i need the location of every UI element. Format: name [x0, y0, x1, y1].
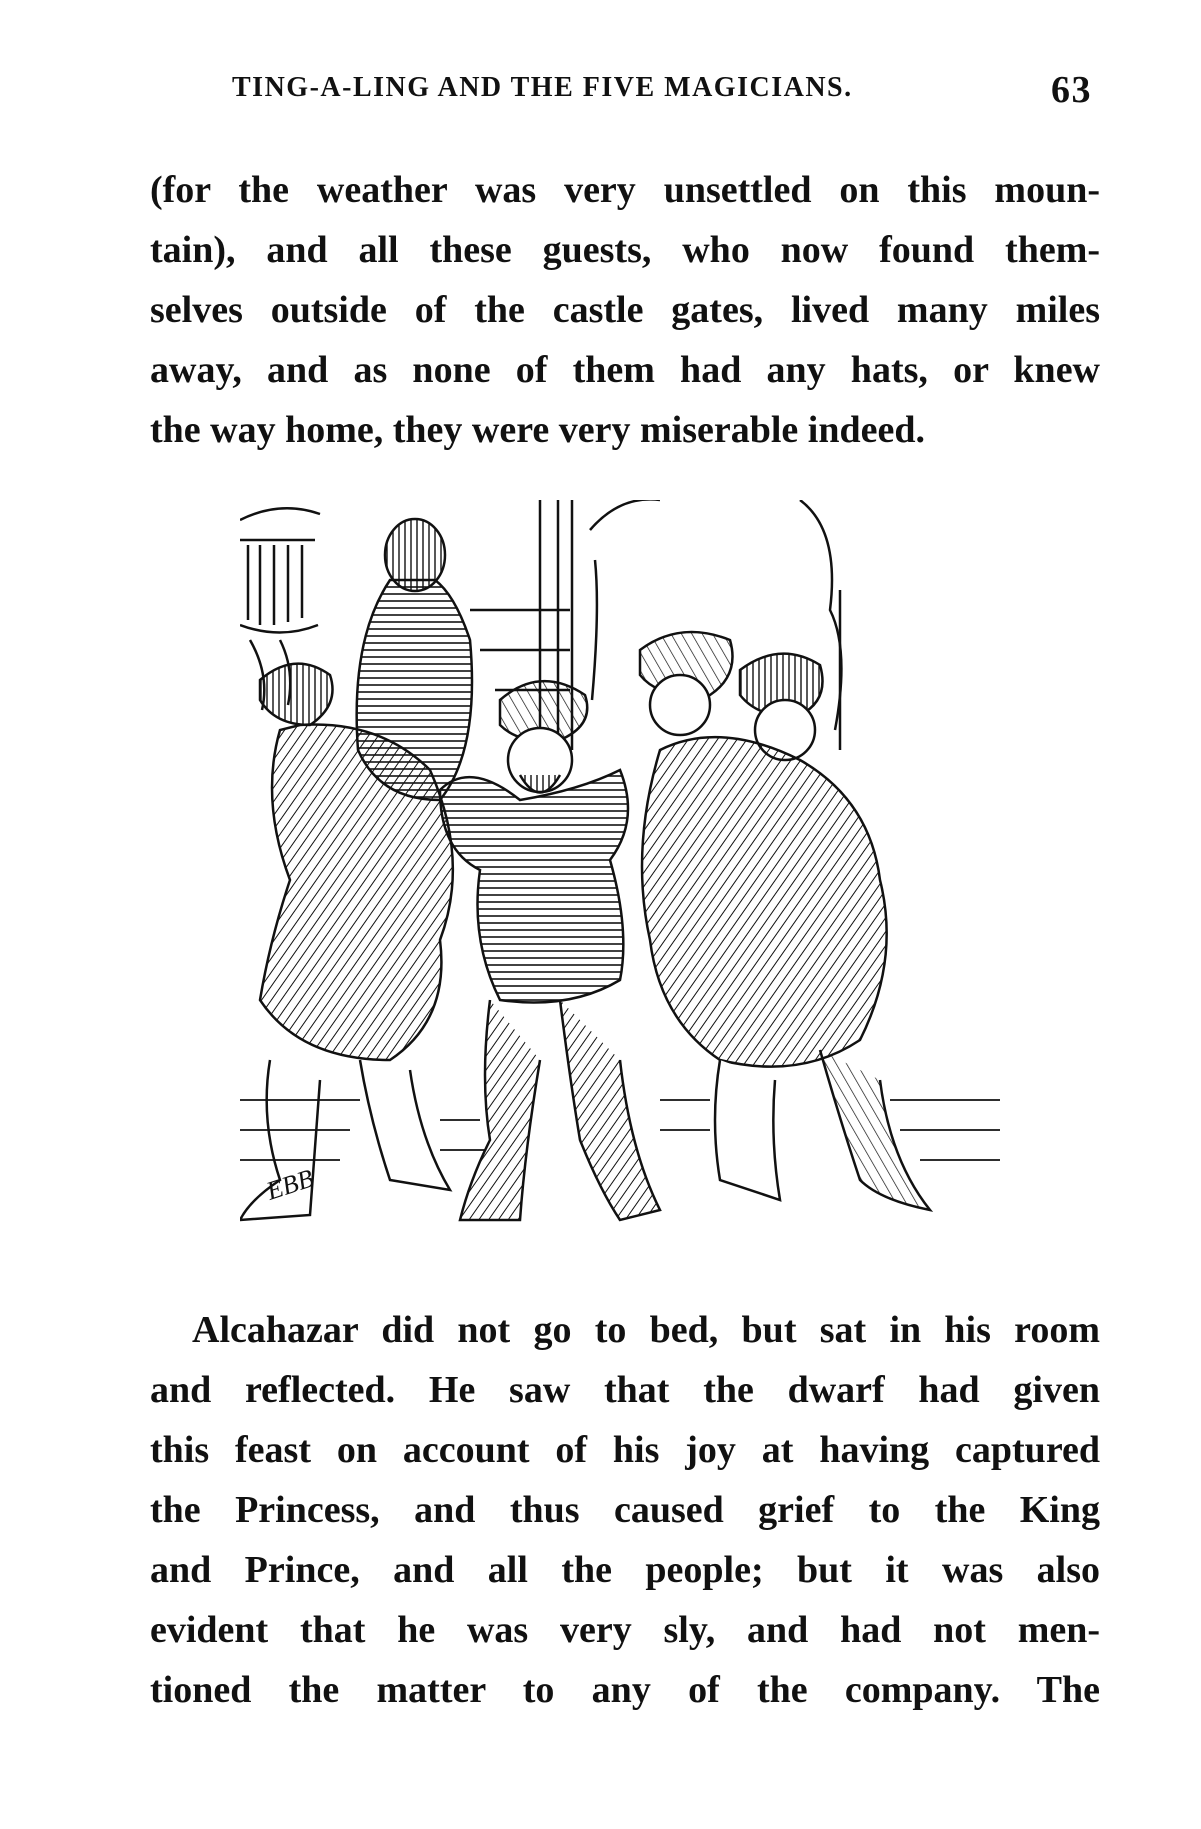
- figure-center: [440, 681, 660, 1220]
- paragraph-alcahazar: [150, 1300, 1100, 1720]
- page-number: 63: [1051, 69, 1092, 111]
- text-line: away, and as none of them had any hats, or knew: [150, 349, 1100, 391]
- text-line: the way home, they were very miserable indeed.: [150, 409, 925, 451]
- text-line: this feast on account of his joy at having captured: [150, 1429, 1100, 1471]
- figure-right: [640, 632, 930, 1210]
- text-line: tain), and all these guests, who now found them-: [150, 229, 1100, 271]
- paragraph-continuation: [150, 160, 1100, 460]
- running-head: [232, 69, 1092, 112]
- engraving-drawing: [240, 500, 1000, 1245]
- artist-signature: EBB: [262, 1163, 318, 1206]
- text-line: tioned the matter to any of the company. The: [150, 1669, 1100, 1711]
- text-line: Alcahazar did not go to bed, but sat in his room: [192, 1309, 1100, 1351]
- text-line: and Prince, and all the people; but it was also: [150, 1549, 1100, 1591]
- engraving-illustration: [240, 500, 1000, 1245]
- text-line: (for the weather was very unsettled on this moun-: [150, 169, 1100, 211]
- text-line: the Princess, and thus caused grief to the King: [150, 1489, 1100, 1531]
- text-line: selves outside of the castle gates, lived many miles: [150, 289, 1100, 331]
- text-line: evident that he was very sly, and had not men-: [150, 1609, 1100, 1651]
- text-line: and reflected. He saw that the dwarf had given: [150, 1369, 1100, 1411]
- running-head-title: TING-A-LING AND THE FIVE MAGICIANS.: [232, 72, 853, 103]
